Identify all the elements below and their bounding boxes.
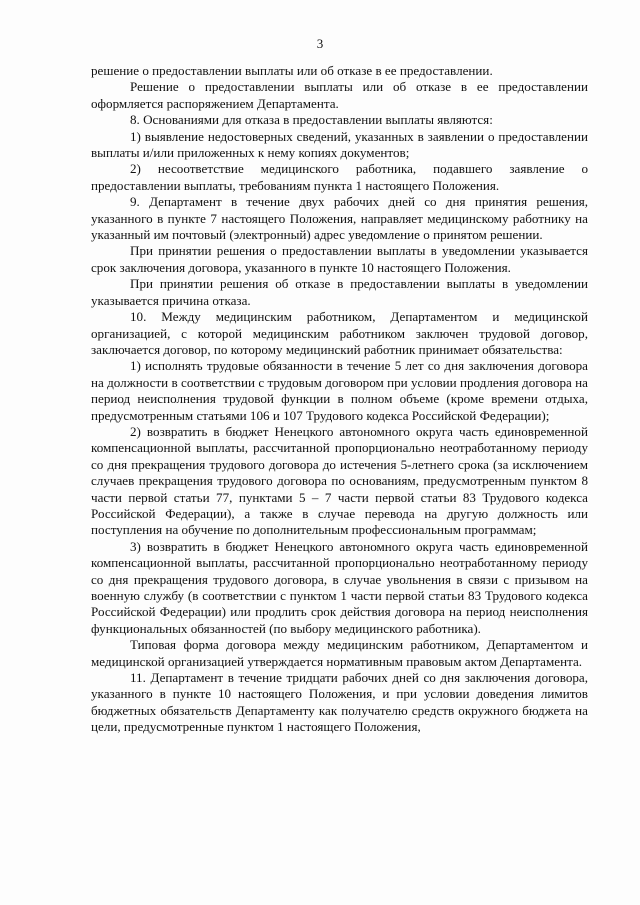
paragraph: 9. Департамент в течение двух рабочих дней со дня принятия решения, указанного в пункте 7 настоящего Положения, направляет медицинскому работнику на указанный им почтовый (электронный) адрес уведомление о принятом решении. [91,194,588,243]
paragraph: При принятии решения о предоставлении выплаты в уведомлении указывается срок заключения договора, указанного в пункте 10 настоящего Положения. [91,243,588,275]
paragraph: 2) возвратить в бюджет Ненецкого автономного округа часть единовременной компенсационной выплаты, рассчитанной пропорционально неотработанному периоду со дня прекращения трудового договора до истечения 5-летнего срока (за исключением случаев прекращения трудового договора по основаниям, предусмотренным пунктом 8 части первой статьи 77, пунктами 5 – 7 части первой статьи 83 Трудового кодекса Российской Федерации), а также в случае перевода на другую должность или поступления на обучение по дополнительным профессиональным программам; [91,423,588,538]
document-body [91,63,588,736]
paragraph: При принятии решения об отказе в предоставлении выплаты в уведомлении указывается причина отказа. [91,276,588,308]
page-number: 3 [316,36,324,51]
paragraph: 11. Департамент в течение тридцати рабочих дней со дня заключения договора, указанного в пункте 10 настоящего Положения, и при условии доведения лимитов бюджетных обязательств Департаменту как получателю средств окружного бюджета на цели, предусмотренные пунктом 1 настоящего Положения, [91,670,588,735]
paragraph: 10. Между медицинским работником, Департаментом и медицинской организацией, с которой медицинским работником заключен трудовой договор, заключается договор, по которому медицинский работник принимает обязательства: [91,309,588,357]
paragraph: 2) несоответствие медицинского работника, подавшего заявление о предоставлении выплаты, требованиям пункта 1 настоящего Положения. [91,161,588,193]
paragraph: 8. Основаниями для отказа в предоставлении выплаты являются: [130,112,493,128]
paragraph: решение о предоставлении выплаты или об отказе в ее предоставлении. [91,63,493,78]
paragraph: Типовая форма договора между медицинским работником, Департаментом и медицинской организацией утверждается нормативным правовым актом Департамента. [91,637,588,669]
paragraph: 3) возвратить в бюджет Ненецкого автономного округа часть единовременной компенсационной выплаты, рассчитанной пропорционально неотработанному периоду со дня прекращения трудового договора, в случае увольнения в связи с призывом на военную службу (в соответствии с пунктом 1 части первой статьи 83 Трудового кодекса Российской Федерации) или продлить срок действия договора на период неисполнения функциональных обязанностей (по выбору медицинского работника). [91,538,588,636]
paragraph: Решение о предоставлении выплаты или об отказе в ее предоставлении оформляется распоряжением Департамента. [91,79,588,111]
paragraph: 1) выявление недостоверных сведений, указанных в заявлении о предоставлении выплаты и/или приложенных к нему копиях документов; [91,128,588,161]
paragraph: 1) исполнять трудовые обязанности в течение 5 лет со дня заключения договора на должности в соответствии с трудовым договором при условии продления договора на период неисполнения трудовой функции в полном объеме (кроме времени отдыха, предусмотренным статьями 106 и 107 Трудового кодекса Российской Федерации); [91,358,588,423]
